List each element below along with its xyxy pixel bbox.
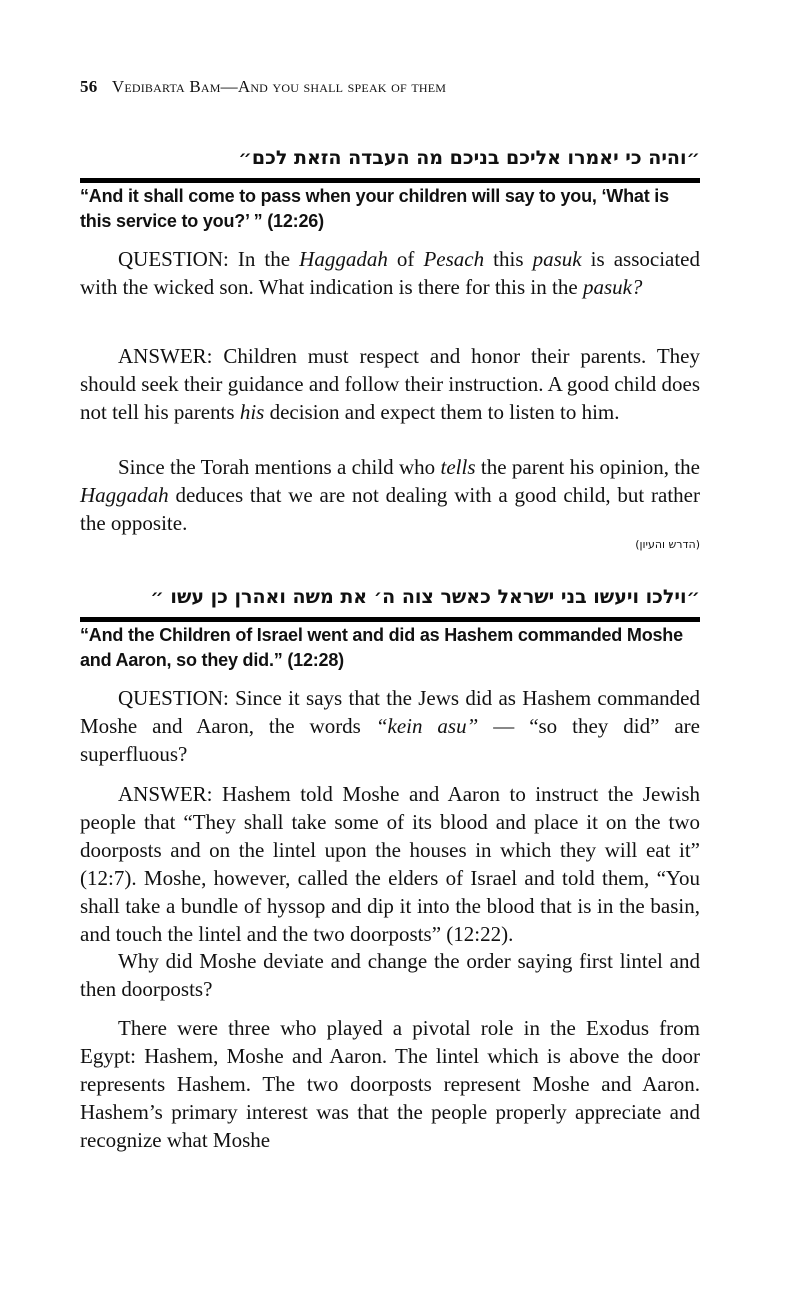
running-header	[80, 77, 446, 97]
answer-paragraph: ANSWER: Hashem told Moshe and Aaron to instruct the Jewish people that “They shall take some of its blood and place it on the two doorposts and on the lintel upon the houses in which they will eat it” (12:7). Moshe, however, called the elders of Israel and told them, “You shall take a bundle of hyssop and dip it into the blood that is in the basin, and touch the lintel and the two doorposts” (12:22).	[80, 782, 700, 946]
body-paragraph: Since the Torah mentions a child who tells the parent his opinion, the Haggadah deduces that we are not dealing with a good child, but rather the opposite.	[80, 455, 700, 535]
page-number: 56	[80, 77, 98, 96]
emphasis-term: his	[239, 400, 265, 424]
question-paragraph: QUESTION: Since it says that the Jews did as Hashem commanded Moshe and Aaron, the words “kein asu” — “so they did” are superfluous?	[80, 686, 700, 766]
question-paragraph: QUESTION: In the Haggadah of Pesach this pasuk is associated with the wicked son. What indication is there for this in the pasuk?	[80, 247, 700, 299]
emphasis-term: pasuk?	[582, 275, 643, 299]
emphasis-term: Haggadah	[80, 483, 169, 507]
body-paragraph: There were three who played a pivotal role in the Exodus from Egypt: Hashem, Moshe and Aaron. The lintel which is above the door represents Hashem. The two doorposts represent Moshe and Aaron. Hashem’s primary interest was that the people properly appreciate and recognize what Moshe	[80, 1016, 700, 1152]
emphasis-term: pasuk	[532, 247, 582, 271]
emphasis-term: Haggadah	[299, 247, 388, 271]
english-verse-heading: “And it shall come to pass when your children will say to you, ‘What is this service to you?’ ” (12:26)	[80, 186, 669, 231]
section-divider-rule	[80, 617, 700, 622]
hebrew-verse-heading: ״וילכו ויעשו בני ישראל כאשר צוה ה׳ את משה ואהרן כן עשו ״	[150, 586, 700, 608]
running-title: Vedibarta Bam—And you shall speak of them	[111, 77, 447, 96]
source-citation: (הדרש והעיון)	[635, 538, 700, 551]
english-verse-heading: “And the Children of Israel went and did as Hashem commanded Moshe and Aaron, so they did.” (12:28)	[80, 625, 683, 670]
body-paragraph: Why did Moshe deviate and change the order saying first lintel and then doorposts?	[80, 949, 700, 1001]
answer-paragraph: ANSWER: Children must respect and honor their parents. They should seek their guidance and follow their instruction. A good child does not tell his parents his decision and expect them to listen to him.	[80, 344, 700, 424]
section-divider-rule	[80, 178, 700, 183]
emphasis-term: “kein asu”	[375, 714, 479, 738]
emphasis-term: Pesach	[423, 247, 485, 271]
hebrew-verse-heading: ״והיה כי יאמרו אליכם בניכם מה העבדה הזאת לכם״	[238, 147, 700, 169]
emphasis-term: tells	[440, 455, 476, 479]
